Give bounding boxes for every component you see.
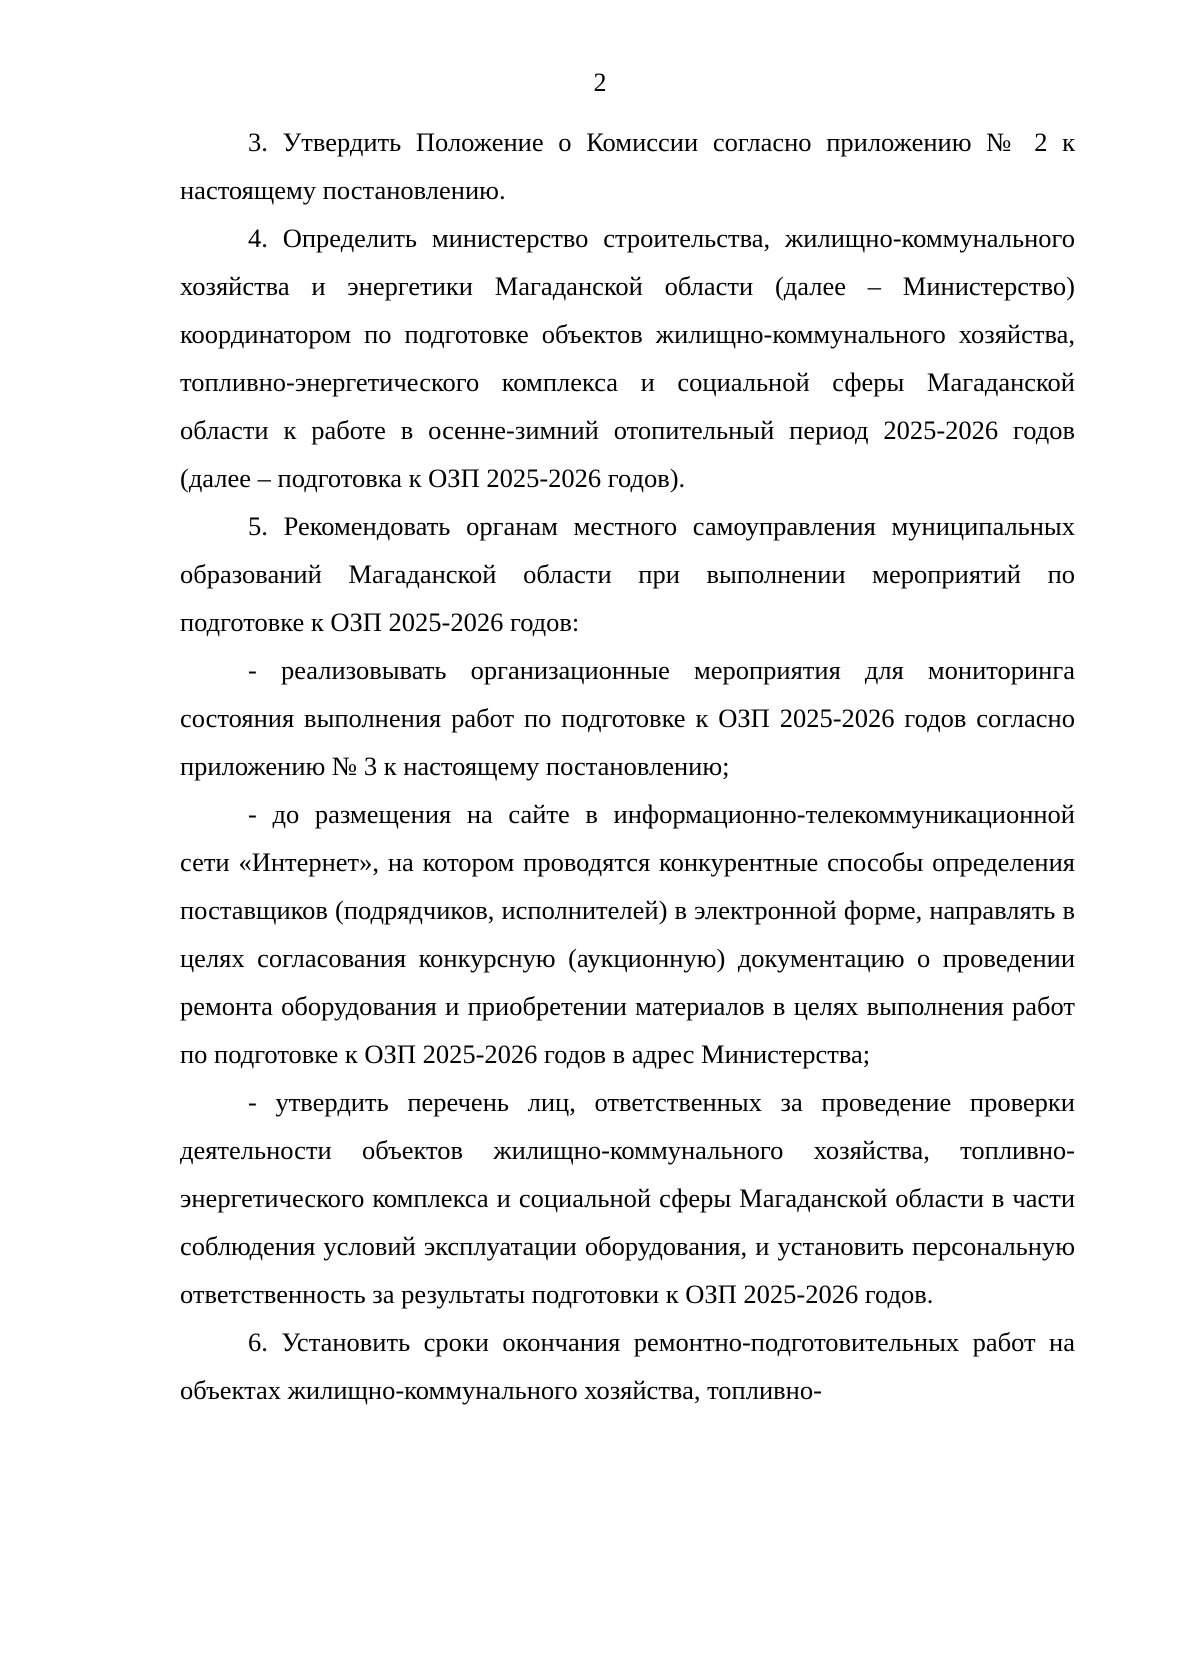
list-item-responsible-persons: - утвердить перечень лиц, ответственных за проведение проверки деятельности объектов жилищно-коммунального хозяйства, топливно-энергетического комплекса и социальной сферы Магаданской области в части соблюдения условий эксплуатации оборудования, и установить персональную ответственность за результаты подготовки к ОЗП 2025-2026 годов. xyxy=(180,1087,1075,1309)
list-item-monitoring: - реализовывать организационные мероприятия для мониторинга состояния выполнения работ по подготовке к ОЗП 2025-2026 годов согласно приложению № 3 к настоящему постановлению; xyxy=(180,655,1075,781)
list-item-procurement-approval: - до размещения на сайте в информационно-телекоммуникационной сети «Интернет», на котором проводятся конкурентные способы определения поставщиков (подрядчиков, исполнителей) в электронной форме, направлять в целях согласования конкурсную (аукционную) документацию о проведении ремонта оборудования и приобретении материалов в целях выполнения работ по подготовке к ОЗП 2025-2026 годов в адрес Министерства; xyxy=(180,799,1075,1069)
paragraph-5-recommend-local-authorities: 5. Рекомендовать органам местного самоуправления муниципальных образований Магаданской области при выполнении мероприятий по подготовке к ОЗП 2025-2026 годов: xyxy=(180,511,1075,637)
document-body xyxy=(180,118,1075,1414)
paragraph-6-deadlines: 6. Установить сроки окончания ремонтно-подготовительных работ на объектах жилищно-коммунального хозяйства, топливно- xyxy=(180,1327,1075,1405)
paragraph-4-ministry-coordinator: 4. Определить министерство строительства, жилищно-коммунального хозяйства и энергетики Магаданской области (далее – Министерство) координатором по подготовке объектов жилищно-коммунального хозяйства, топливно-энергетического комплекса и социальной сферы Магаданской области к работе в осенне-зимний отопительный период 2025-2026 годов (далее – подготовка к ОЗП 2025-2026 годов). xyxy=(180,223,1075,493)
paragraph-3-approve-regulation: 3. Утвердить Положение о Комиссии согласно приложению № 2 к настоящему постановлению. xyxy=(180,127,1075,205)
page-number: 2 xyxy=(593,68,607,97)
